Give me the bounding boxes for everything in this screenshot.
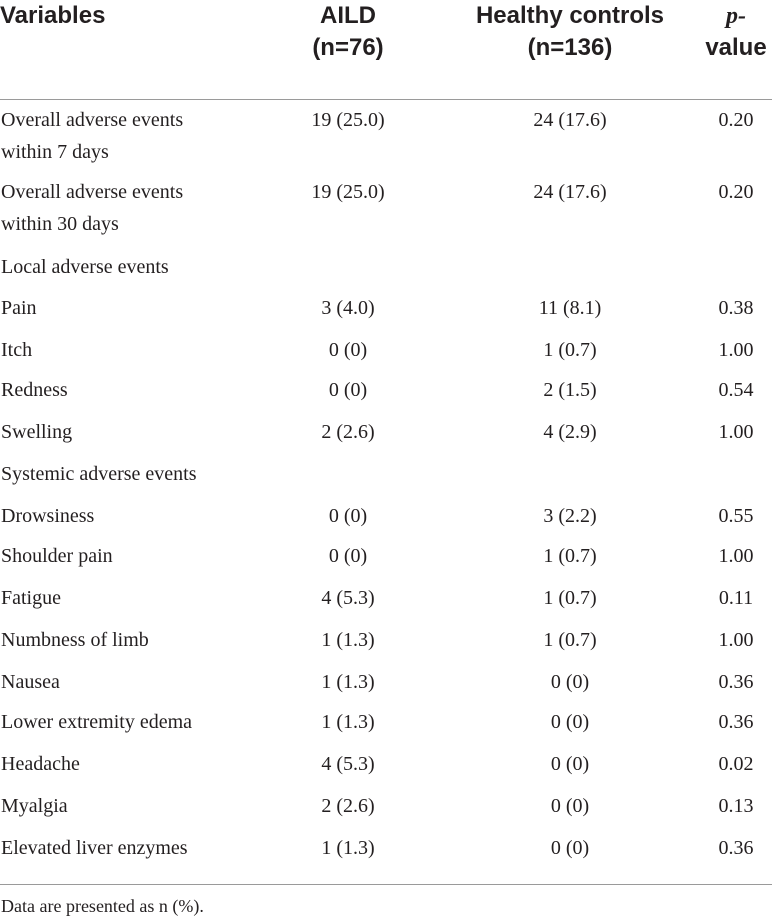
row-hc-value: 3 (2.2): [543, 505, 597, 527]
row-aild-value: 0 (0): [328, 379, 368, 401]
footer-rule: [0, 884, 772, 885]
row-variable-label: [1, 582, 301, 614]
row-label-line1: Itch: [1, 339, 33, 361]
header-hc-n: (n=136): [527, 34, 613, 61]
row-variable-label: [1, 748, 301, 780]
row-variable-label: [1, 104, 301, 168]
row-aild-value: 0 (0): [328, 545, 368, 567]
row-hc-value: 2 (1.5): [543, 379, 597, 401]
row-aild-value: 3 (4.0): [321, 297, 375, 319]
row-p-value: 0.36: [718, 671, 754, 693]
row-aild-value: 1 (1.3): [321, 671, 375, 693]
row-label-line2: within 30 days: [1, 213, 119, 235]
row-label-line1: Overall adverse events: [1, 109, 184, 131]
row-p-value: 0.20: [718, 109, 754, 131]
row-aild-value: 19 (25.0): [311, 181, 385, 203]
header-aild: [298, 0, 398, 64]
row-label-line1: Fatigue: [1, 587, 61, 609]
row-hc-value: 1 (0.7): [543, 339, 597, 361]
header-hc-label: Healthy controls: [475, 2, 665, 29]
row-hc-value: 0 (0): [550, 795, 590, 817]
row-variable-label: [1, 666, 301, 698]
row-label-line1: Overall adverse events: [1, 181, 184, 203]
row-variable-label: [1, 251, 301, 283]
header-variables: [0, 0, 105, 32]
row-p-value: 0.55: [718, 505, 754, 527]
row-hc-value: 24 (17.6): [533, 109, 607, 131]
row-variable-label: [1, 416, 301, 448]
row-label-line1: Drowsiness: [1, 505, 95, 527]
row-variable-label: [1, 500, 301, 532]
row-aild-value: 2 (2.6): [321, 421, 375, 443]
row-aild-value: 4 (5.3): [321, 587, 375, 609]
row-p-value: 1.00: [718, 545, 754, 567]
row-variable-label: [1, 832, 301, 864]
row-label-line1: Redness: [1, 379, 68, 401]
row-label-line1: Shoulder pain: [1, 545, 113, 567]
header-rule: [0, 99, 772, 100]
row-variable-label: [1, 706, 301, 738]
row-hc-value: 0 (0): [550, 671, 590, 693]
row-p-value: 1.00: [718, 421, 754, 443]
header-p-value: [700, 0, 772, 64]
row-p-value: 0.11: [718, 587, 754, 609]
row-hc-value: 1 (0.7): [543, 629, 597, 651]
row-hc-value: 11 (8.1): [538, 297, 602, 319]
row-p-value: 0.54: [718, 379, 754, 401]
row-variable-label: [1, 176, 301, 240]
row-aild-value: 19 (25.0): [311, 109, 385, 131]
row-label-line1: Headache: [1, 753, 80, 775]
row-label-line1: Swelling: [1, 421, 73, 443]
row-variable-label: [1, 624, 301, 656]
row-p-value: 0.36: [718, 837, 754, 859]
row-label-line1: Nausea: [1, 671, 60, 693]
row-p-value: 1.00: [718, 339, 754, 361]
row-p-value: 0.13: [718, 795, 754, 817]
row-aild-value: 2 (2.6): [321, 795, 375, 817]
table-footnote: Data are presented as n (%).: [1, 896, 204, 916]
row-label-line1: Elevated liver enzymes: [1, 837, 188, 859]
header-p-line1: p-: [726, 3, 746, 29]
row-p-value: 0.36: [718, 711, 754, 733]
row-p-value: 0.20: [718, 181, 754, 203]
row-p-value: 0.38: [718, 297, 754, 319]
row-p-value: 0.02: [718, 753, 754, 775]
row-hc-value: 1 (0.7): [543, 545, 597, 567]
header-variables-label: Variables: [0, 2, 106, 29]
row-aild-value: 4 (5.3): [321, 753, 375, 775]
row-label-line1: Pain: [1, 297, 37, 319]
row-label-line1: Numbness of limb: [1, 629, 149, 651]
row-variable-label: [1, 334, 301, 366]
row-hc-value: 1 (0.7): [543, 587, 597, 609]
row-hc-value: 0 (0): [550, 753, 590, 775]
row-variable-label: [1, 292, 301, 324]
row-hc-value: 0 (0): [550, 711, 590, 733]
row-hc-value: 24 (17.6): [533, 181, 607, 203]
row-label-line1: Systemic adverse events: [1, 463, 197, 485]
row-aild-value: 1 (1.3): [321, 629, 375, 651]
row-aild-value: 1 (1.3): [321, 837, 375, 859]
row-aild-value: 0 (0): [328, 505, 368, 527]
row-label-line2: within 7 days: [1, 141, 109, 163]
row-variable-label: [1, 374, 301, 406]
row-label-line1: Local adverse events: [1, 256, 169, 278]
header-aild-label: AILD: [320, 2, 376, 29]
row-variable-label: [1, 458, 301, 490]
row-p-value: 1.00: [718, 629, 754, 651]
row-hc-value: 4 (2.9): [543, 421, 597, 443]
row-variable-label: [1, 540, 301, 572]
row-hc-value: 0 (0): [550, 837, 590, 859]
row-aild-value: 0 (0): [328, 339, 368, 361]
row-variable-label: [1, 790, 301, 822]
header-aild-n: (n=76): [312, 34, 384, 61]
row-label-line1: Lower extremity edema: [1, 711, 193, 733]
header-healthy-controls: [440, 0, 700, 64]
header-p-line2: value: [705, 34, 767, 61]
row-label-line1: Myalgia: [1, 795, 68, 817]
row-aild-value: 1 (1.3): [321, 711, 375, 733]
